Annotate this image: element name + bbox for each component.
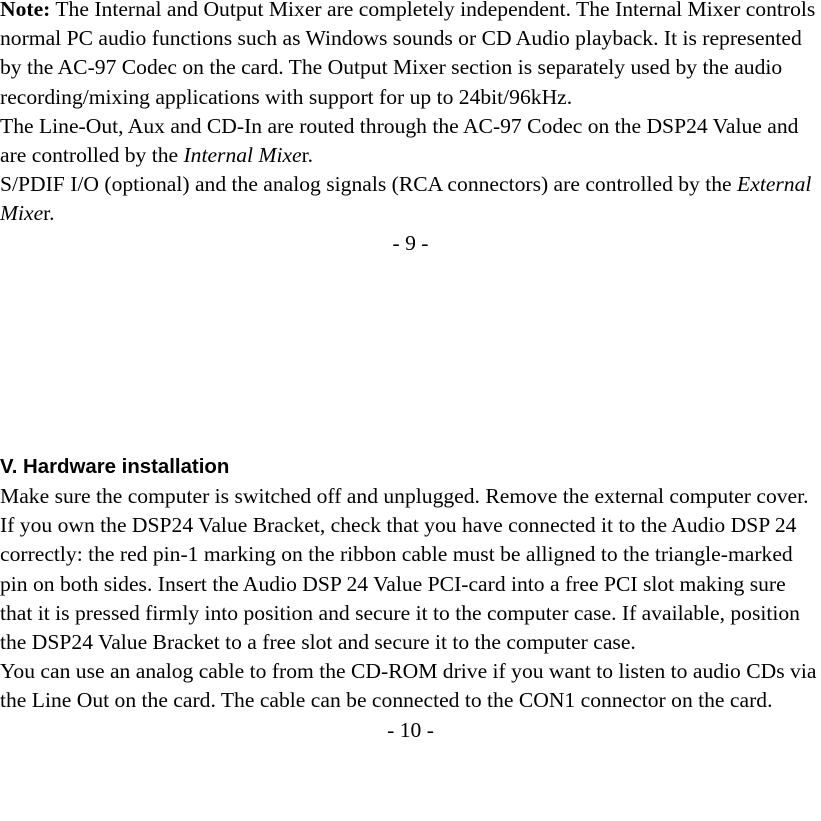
page-break-gap bbox=[0, 258, 821, 453]
external-mixer-paragraph bbox=[0, 170, 821, 228]
page-number-9: - 9 - bbox=[392, 230, 429, 255]
external-mixer-term: External Mixe bbox=[0, 172, 812, 226]
installation-paragraph: Make sure the computer is switched off and unplugged. Remove the external computer cover. If you own the DSP24 Value Bracket, check that you have connected it to the Audio DSP 24 correctly: the red pin-1 marking on the ribbon cable must be alligned to the triangle-marked pin on both sides. Insert the Audio DSP 24 Value PCI-card into a free PCI slot making sure that it is pressed firmly into position and secure it to the computer case. If available, position the DSP24 Value Bracket to a free slot and secure it to the computer case. bbox=[0, 484, 809, 655]
internal-mixer-text: The Line-Out, Aux and CD-In are routed through the AC-97 Codec on the DSP24 Value and are controlled by the bbox=[0, 113, 799, 168]
note-label: Note: bbox=[0, 0, 51, 21]
note-paragraph bbox=[0, 0, 821, 112]
internal-mixer-term: Internal Mixe bbox=[183, 143, 302, 168]
cd-audio-paragraph: You can use an analog cable to from the CD-ROM drive if you want to listen to audio CDs via the Line Out on the card. The cable can be connected to the CON1 connector on the card. bbox=[0, 659, 817, 713]
internal-mixer-end: r. bbox=[301, 143, 314, 168]
external-mixer-end: r. bbox=[43, 201, 55, 226]
section-heading: V. Hardware installation bbox=[0, 455, 230, 478]
internal-mixer-paragraph bbox=[0, 112, 821, 170]
page-number-10: - 10 - bbox=[387, 717, 434, 742]
note-text: The Internal and Output Mixer are completely independent. The Internal Mixer controls normal PC audio functions such as Windows sounds or CD Audio playback. It is represented by the AC-97 Codec on the card. The Output Mixer section is separately used by the audio recording/mixing applications with support for up to 24bit/96kHz. bbox=[0, 0, 816, 109]
external-mixer-text: S/PDIF I/O (optional) and the analog signals (RCA connectors) are controlled by the bbox=[0, 172, 738, 197]
